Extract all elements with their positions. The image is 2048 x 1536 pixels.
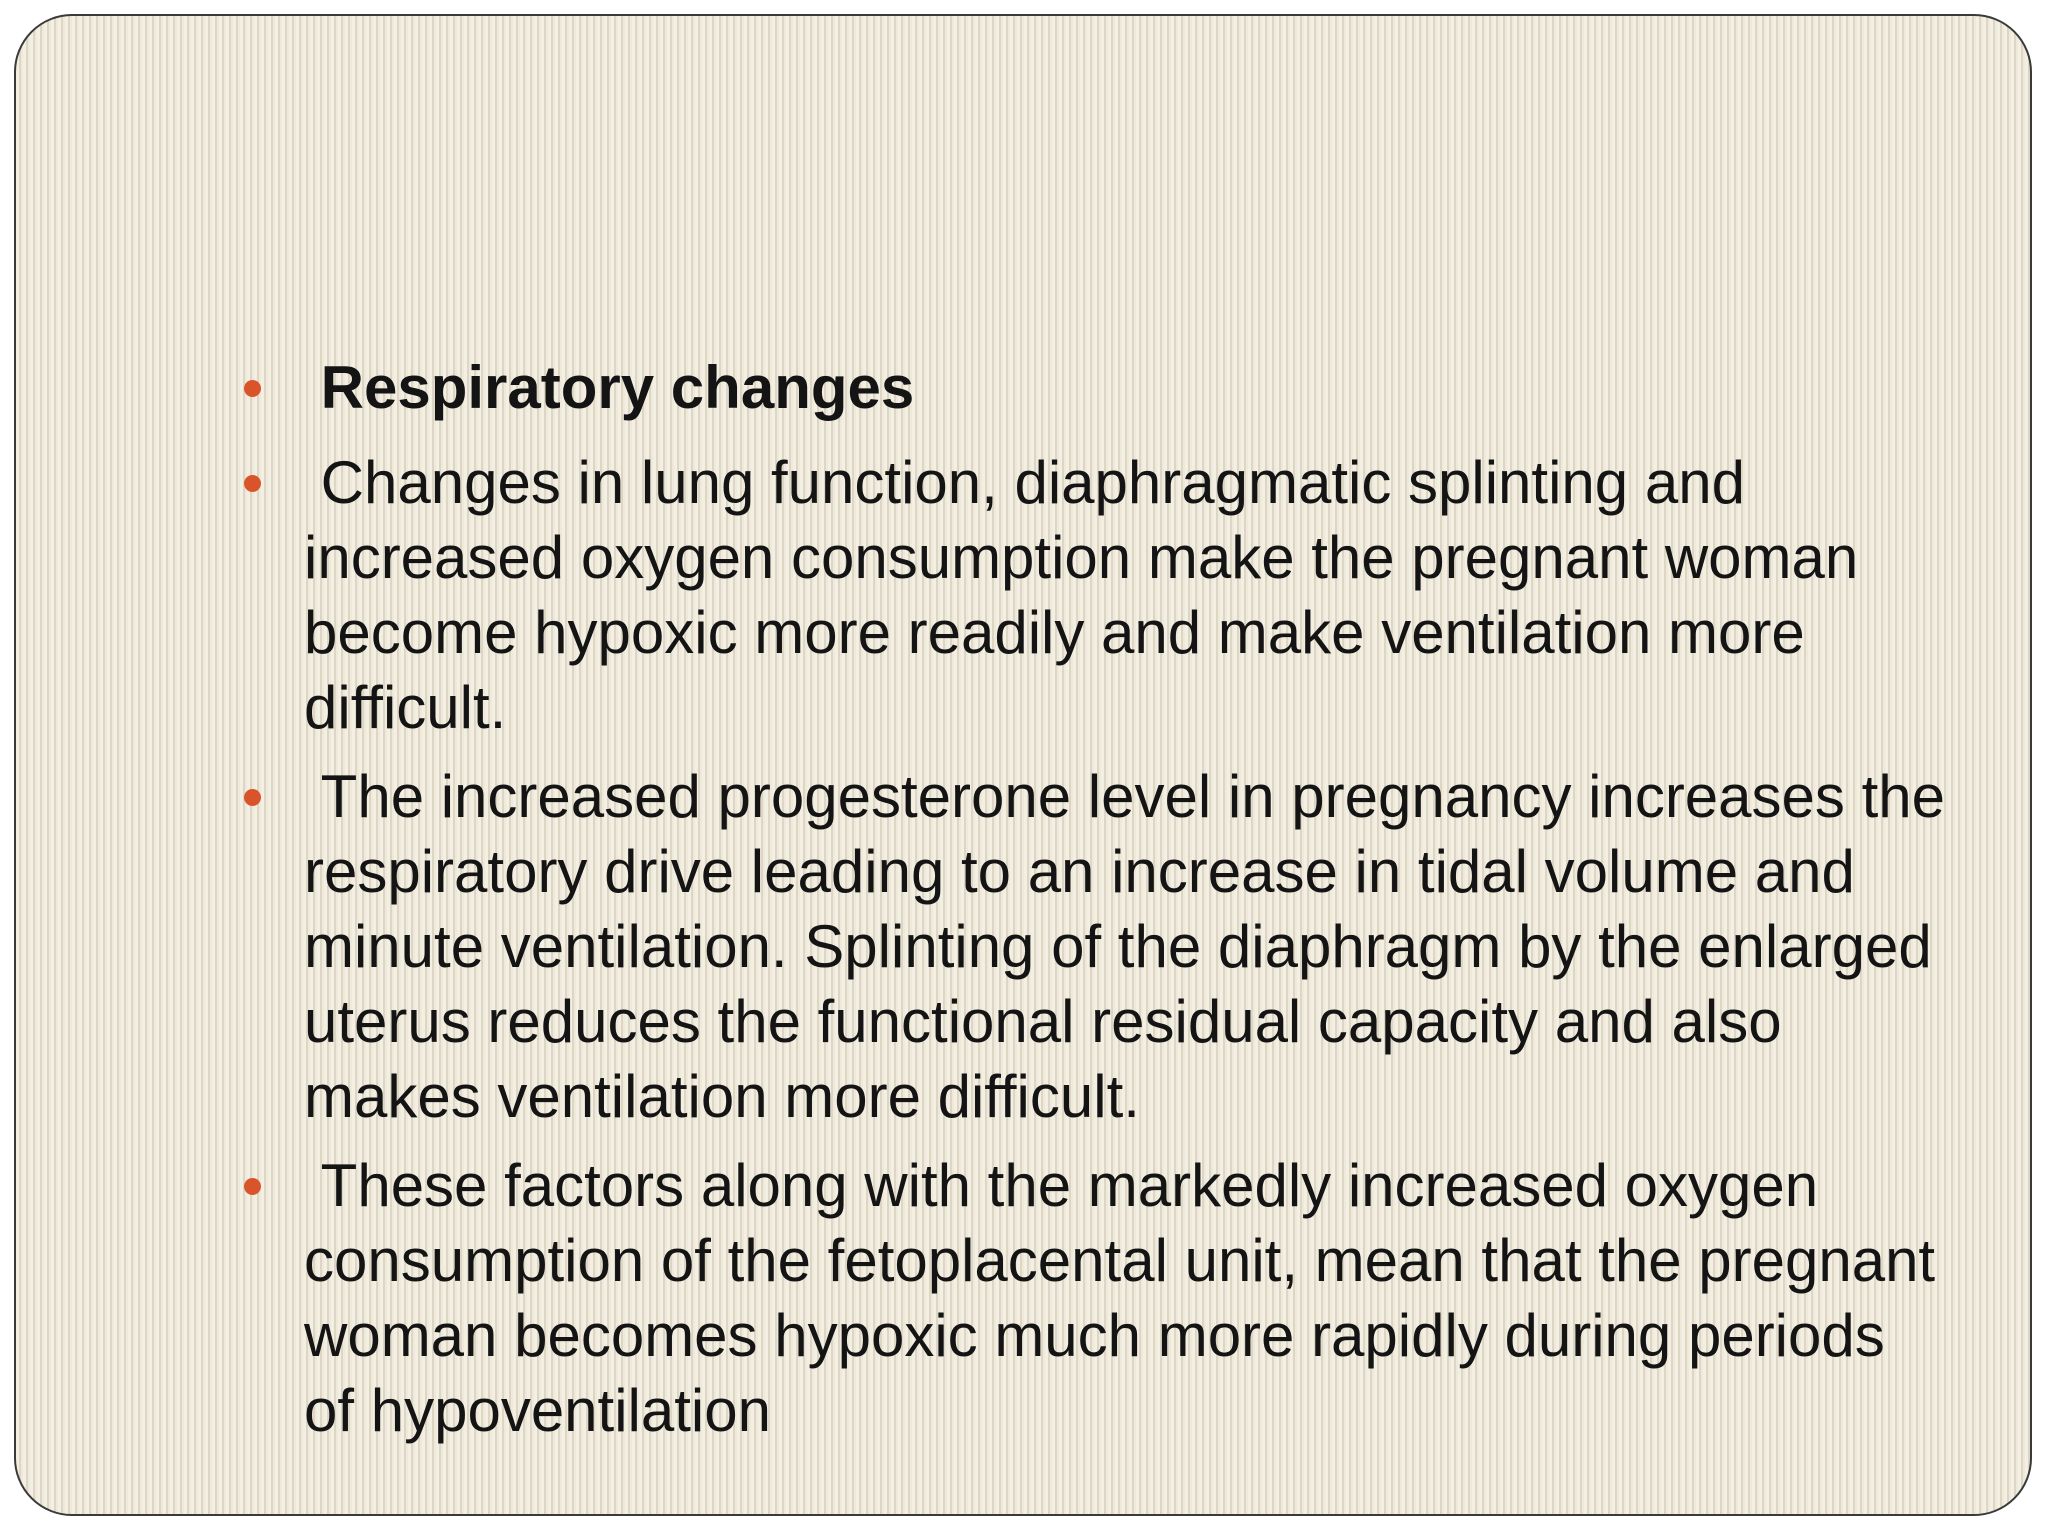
- bullet-dot-icon: [244, 1178, 261, 1195]
- bullet-item: [230, 445, 1950, 745]
- bullet-item-heading: [230, 350, 1950, 425]
- bullet-text: The increased progesterone level in pregnancy increases the respiratory drive leading to an increase in tidal volume and minute ventilation. Splinting of the diaphragm by the enlarged uterus reduces the functional residual capacity and also makes ventilation more difficult.: [304, 763, 1945, 1130]
- bullet-text: These factors along with the markedly increased oxygen consumption of the fetoplacental unit, mean that the pregnant woman becomes hypoxic much more rapidly during periods of hypoventilation: [304, 1152, 1936, 1444]
- bullet-dot-icon: [244, 789, 261, 806]
- slide-content: [16, 16, 2030, 1514]
- bullet-text: Changes in lung function, diaphragmatic splinting and increased oxygen consumption make the pregnant woman become hypoxic more readily and make ventilation more difficult.: [304, 449, 1859, 741]
- bullet-item: [230, 1148, 1950, 1448]
- bullet-dot-icon: [244, 475, 261, 492]
- bullet-dot-icon: [244, 380, 261, 397]
- bullet-list: [230, 350, 1950, 1462]
- slide-frame: [14, 14, 2032, 1516]
- bullet-item: [230, 759, 1950, 1134]
- bullet-heading-text: Respiratory changes: [320, 354, 915, 421]
